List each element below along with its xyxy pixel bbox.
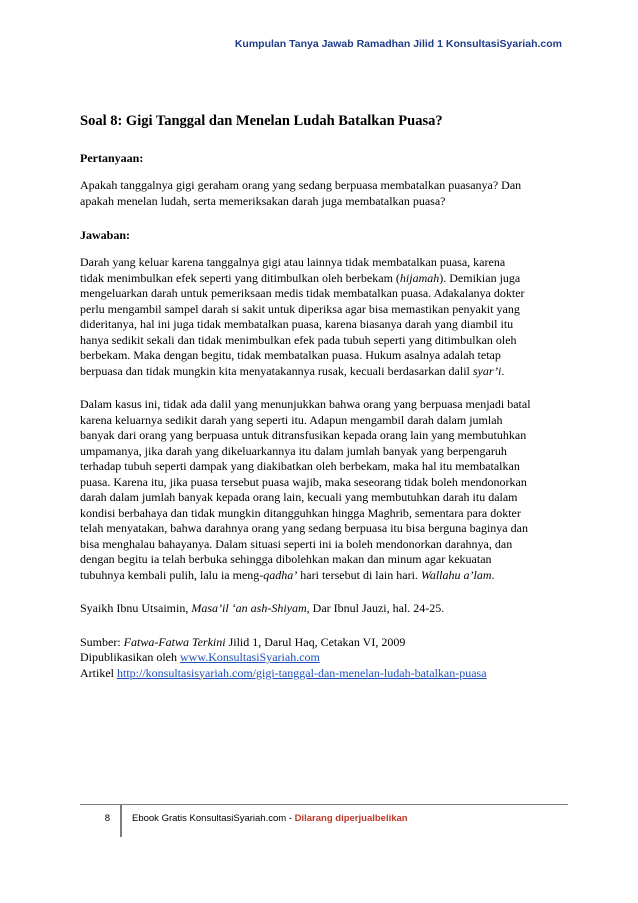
citation xyxy=(80,601,564,617)
publisher-line xyxy=(80,650,564,666)
text-line: dideritanya, hal ini juga tidak membatalkan puasa, karena biasanya darah yang diambil itu xyxy=(80,317,514,331)
text-line xyxy=(80,568,564,584)
text-run: ). Demikian juga xyxy=(439,270,521,285)
text-line: perlu mengambil sampel darah si sakit untuk diperiksa agar bisa memastikan penyakit yang xyxy=(80,301,520,316)
text-line: hanya sedikit sekali dan tidak menimbulkan efek pada tubuh seperti yang ditimbulkan oleh xyxy=(80,332,517,347)
text-run: . xyxy=(501,363,505,378)
article-line xyxy=(80,666,564,682)
text-run: Dipublikasikan oleh xyxy=(80,650,180,664)
footer-warning: Dilarang diperjualbelikan xyxy=(294,813,408,824)
text-run: tubuhnya kembali pulih, lalu ia meng- xyxy=(80,567,264,582)
text-line: banyak dari orang yang berpuasa untuk ditransfusikan kepada orang lain yang membutuhkan xyxy=(80,428,527,442)
answer-paragraph-1 xyxy=(80,255,564,379)
running-header: Kumpulan Tanya Jawab Ramadhan Jilid 1 KonsultasiSyariah.com xyxy=(234,38,562,50)
text-line: terhadap tubuh seperti dampak yang diakibatkan oleh berbekam, maka hal itu membatalkan xyxy=(80,459,520,473)
source-block xyxy=(80,635,564,682)
footer-text xyxy=(132,813,408,824)
text-run: hari tersebut di lain hari. xyxy=(297,567,421,582)
text-line: Darah yang keluar karena tanggalnya gigi atau lainnya tidak membatalkan puasa, karena xyxy=(80,255,506,269)
text-line: dengan begitu ia telah berbuka sehingga dibolehkan makan dan minum agar kekuatan xyxy=(80,552,492,566)
text-line: karena keluarnya sedikit darah yang seperti itu. Adapun mengambil darah dalam jumlah xyxy=(80,412,503,427)
answer-paragraph-2 xyxy=(80,397,564,583)
source-line xyxy=(80,635,564,651)
italic-term: Wallahu a’lam xyxy=(420,567,492,582)
text-line: mengeluarkan darah untuk pemeriksaan medis tidak membatalkan puasa. Adakalanya dokter xyxy=(80,286,525,300)
article-body xyxy=(80,112,564,681)
text-run: berpuasa dan tidak mungkin kita menyatakannya rusak, kecuali berdasarkan dalil xyxy=(80,363,473,378)
page-footer xyxy=(80,804,568,837)
publisher-link[interactable]: www.KonsultasiSyariah.com xyxy=(179,650,320,664)
text-run: Syaikh Ibnu Utsaimin, xyxy=(80,601,192,615)
text-run: tidak menimbulkan efek seperti yang ditimbulkan oleh berbekam ( xyxy=(80,270,400,285)
book-title: Masa’il ‘an ash-Shiyam xyxy=(191,601,307,615)
text-run: Sumber: xyxy=(80,634,124,649)
question-text xyxy=(80,178,564,209)
italic-term: syar’i xyxy=(472,363,502,378)
italic-term: qadha’ xyxy=(263,567,298,582)
text-run: Ebook Gratis KonsultasiSyariah.com - xyxy=(132,813,295,824)
article-title: Soal 8: Gigi Tanggal dan Menelan Ludah Batalkan Puasa? xyxy=(80,113,443,129)
text-line: puasa. Karena itu, jika puasa tersebut puasa wajib, maka seseorang tidak boleh mendonorkan xyxy=(80,474,527,489)
question-line: Apakah tanggalnya gigi geraham orang yang sedang berpuasa membatalkan puasanya? Dan xyxy=(80,178,522,192)
text-line: Dalam kasus ini, tidak ada dalil yang menunjukkan bahwa orang yang berpuasa menjadi batal xyxy=(80,397,531,411)
page-number: 8 xyxy=(80,805,122,837)
answer-label: Jawaban: xyxy=(80,228,131,242)
text-line: bisa menghalau bahayanya. Dalam situasi seperti ini ia boleh mendonorkan darahnya, dan xyxy=(80,536,513,551)
text-line xyxy=(80,271,564,287)
text-run: Artikel xyxy=(80,665,117,680)
text-line: telah menyatakan, bahwa darahnya orang yang sedang berpuasa itu bisa berguna baginya dan xyxy=(80,521,528,535)
article-link[interactable]: http://konsultasisyariah.com/gigi-tanggal-dan-menelan-ludah-batalkan-puasa xyxy=(117,665,487,680)
text-line: darah dalam jumlah banyak kepada orang lain, kecuali yang membutuhkan darah itu dalam xyxy=(80,490,518,504)
text-line: kondisi berbahaya dan tidak mungkin ditangguhkan hingga Maghrib, sementara para dokter xyxy=(80,505,521,520)
question-label: Pertanyaan: xyxy=(80,151,144,165)
text-line: umpamanya, jika darah yang dikeluarkannya itu dalam jumlah banyak yang berpengaruh xyxy=(80,443,507,458)
text-run: . xyxy=(491,567,495,582)
italic-term: hijamah xyxy=(399,270,440,285)
text-line: berbekam. Maka dengan begitu, tidak membatalkan puasa. Hukum asalnya adalah tetap xyxy=(80,348,501,362)
text-line xyxy=(80,364,564,380)
question-line: apakah menelan ludah, serta memeriksakan darah juga membatalkan puasa? xyxy=(80,193,446,208)
text-run: Jilid 1, Darul Haq, Cetakan VI, 2009 xyxy=(225,634,406,649)
text-run: , Dar Ibnul Jauzi, hal. 24-25. xyxy=(306,601,445,615)
book-title: Fatwa-Fatwa Terkini xyxy=(123,634,226,649)
